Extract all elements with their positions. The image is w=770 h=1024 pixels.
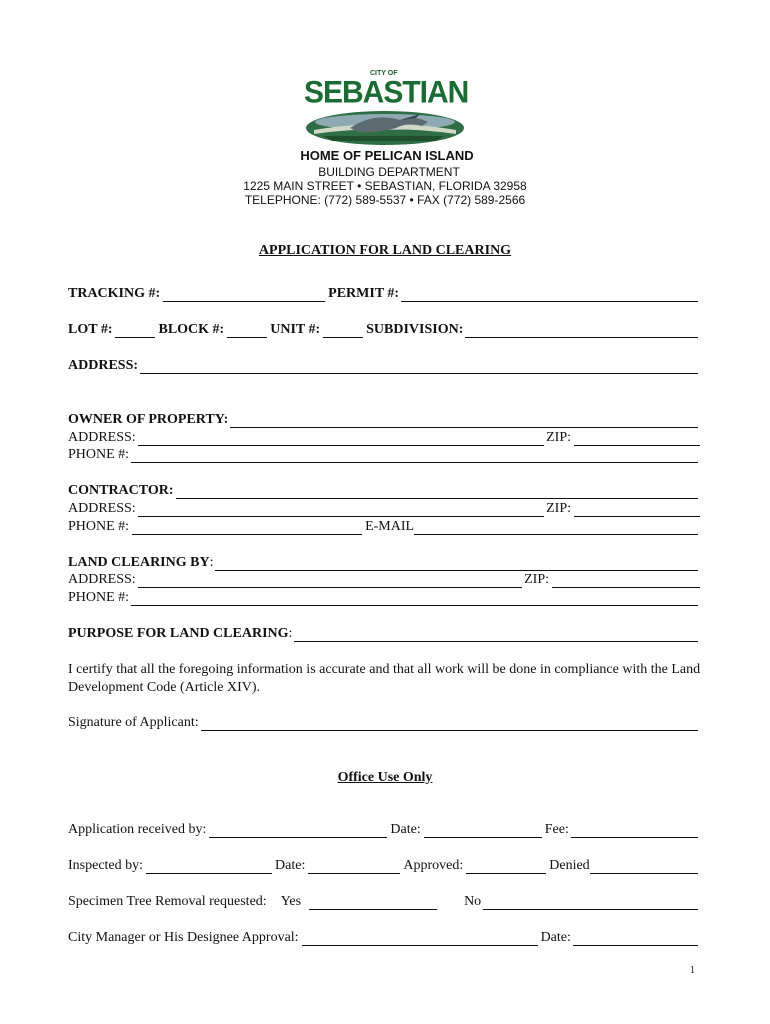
subdivision-field[interactable]	[465, 325, 698, 338]
owner-address-label: ADDRESS:	[68, 430, 136, 445]
yes-label: Yes	[280, 894, 302, 909]
site-address-row	[68, 358, 700, 374]
contractor-zip-field[interactable]	[574, 504, 700, 517]
land-clearing-phone-row	[68, 590, 700, 606]
owner-row	[68, 412, 700, 428]
owner-phone-label: PHONE #:	[68, 447, 130, 462]
contractor-phone-field[interactable]	[132, 522, 362, 535]
contractor-label: CONTRACTOR:	[68, 483, 174, 498]
contractor-address-label: ADDRESS:	[68, 501, 136, 516]
city-logo	[300, 70, 470, 146]
lot-label: LOT #:	[68, 322, 113, 337]
contractor-field[interactable]	[176, 486, 698, 499]
approved-label: Approved:	[403, 858, 464, 873]
fee-field[interactable]	[571, 825, 698, 838]
unit-field[interactable]	[323, 325, 363, 338]
signature-row	[68, 715, 700, 731]
city-manager-field[interactable]	[302, 933, 538, 946]
address-label: ADDRESS:	[68, 358, 139, 373]
form-title: APPLICATION FOR LAND CLEARING	[258, 243, 512, 258]
logo-city-of-text: CITY OF	[370, 70, 398, 77]
city-manager-row	[68, 930, 700, 946]
owner-zip-label: ZIP:	[546, 430, 571, 445]
tagline: HOME OF PELICAN ISLAND	[300, 148, 474, 163]
received-by-label: Application received by:	[68, 822, 207, 837]
lot-field[interactable]	[115, 325, 155, 338]
land-clearing-address-row	[68, 572, 700, 588]
logo-sebastian-text: SEBASTIAN	[304, 75, 469, 110]
fee-label: Fee:	[544, 822, 569, 837]
owner-label: OWNER OF PROPERTY:	[68, 412, 229, 427]
city-manager-date-label: Date:	[540, 930, 571, 945]
no-label: No	[464, 894, 482, 909]
tracking-permit-row	[68, 286, 700, 302]
block-field[interactable]	[227, 325, 267, 338]
inspected-date-field[interactable]	[308, 861, 400, 874]
page-number: 1	[690, 965, 695, 976]
block-label: BLOCK #:	[158, 322, 225, 337]
owner-phone-row	[68, 447, 700, 463]
land-clearing-phone-field[interactable]	[131, 593, 698, 606]
signature-label: Signature of Applicant:	[68, 715, 199, 730]
unit-label: UNIT #:	[270, 322, 321, 337]
address-field[interactable]	[140, 361, 698, 374]
denied-label: Denied	[549, 858, 590, 873]
inspected-row	[68, 858, 700, 874]
approved-field[interactable]	[466, 861, 546, 874]
contractor-address-row	[68, 501, 700, 517]
specimen-row	[68, 894, 700, 910]
contractor-phone-label: PHONE #:	[68, 519, 130, 534]
land-clearing-address-field[interactable]	[138, 575, 522, 588]
owner-field[interactable]	[230, 415, 698, 428]
office-use-heading: Office Use Only	[337, 770, 433, 785]
land-clearing-by-field[interactable]	[215, 558, 698, 571]
tracking-label: TRACKING #:	[68, 286, 161, 301]
tracking-field[interactable]	[163, 289, 325, 302]
lot-row	[68, 322, 700, 338]
owner-phone-field[interactable]	[131, 450, 698, 463]
owner-address-field[interactable]	[138, 433, 544, 446]
received-by-field[interactable]	[209, 825, 387, 838]
street-address: 1225 MAIN STREET • SEBASTIAN, FLORIDA 32958	[243, 179, 527, 193]
specimen-label: Specimen Tree Removal requested:	[68, 894, 267, 909]
city-manager-label: City Manager or His Designee Approval:	[68, 930, 299, 945]
department: BUILDING DEPARTMENT	[318, 165, 460, 179]
received-date-label: Date:	[390, 822, 421, 837]
owner-address-row	[68, 430, 700, 446]
no-field[interactable]	[483, 897, 698, 910]
land-clearing-zip-label: ZIP:	[524, 572, 549, 587]
logo-pelican-landscape-icon	[304, 110, 466, 146]
land-clearing-zip-field[interactable]	[552, 575, 700, 588]
telephone: TELEPHONE: (772) 589-5537 • FAX (772) 589-2566	[244, 193, 526, 207]
purpose-field[interactable]	[294, 629, 698, 642]
received-row	[68, 822, 700, 838]
subdivision-label: SUBDIVISION:	[366, 322, 464, 337]
land-clearing-by-row	[68, 555, 700, 571]
land-clearing-by-label: LAND CLEARING BY	[68, 555, 210, 570]
denied-field[interactable]	[590, 861, 698, 874]
received-date-field[interactable]	[424, 825, 542, 838]
purpose-label: PURPOSE FOR LAND CLEARING	[68, 626, 289, 641]
contractor-zip-label: ZIP:	[546, 501, 571, 516]
contractor-email-field[interactable]	[414, 522, 698, 535]
contractor-row	[68, 483, 700, 499]
inspected-by-label: Inspected by:	[68, 858, 144, 873]
purpose-colon: :	[288, 626, 293, 641]
purpose-row	[68, 626, 700, 642]
contractor-email-label: E-MAIL	[365, 519, 415, 534]
contractor-address-field[interactable]	[138, 504, 544, 517]
inspected-date-label: Date:	[275, 858, 306, 873]
permit-label: PERMIT #:	[328, 286, 400, 301]
city-manager-date-field[interactable]	[573, 933, 698, 946]
contractor-phone-row	[68, 519, 700, 535]
certification-text: I certify that all the foregoing information is accurate and that all work will be done in compliance with the Land Development Code (Article XIV).	[68, 662, 701, 695]
owner-zip-field[interactable]	[574, 433, 700, 446]
land-clearing-address-label: ADDRESS:	[68, 572, 136, 587]
inspected-by-field[interactable]	[146, 861, 272, 874]
permit-field[interactable]	[401, 289, 698, 302]
land-clearing-phone-label: PHONE #:	[68, 590, 130, 605]
land-clearing-by-colon: :	[209, 555, 214, 570]
signature-field[interactable]	[201, 718, 698, 731]
yes-field[interactable]	[309, 897, 437, 910]
